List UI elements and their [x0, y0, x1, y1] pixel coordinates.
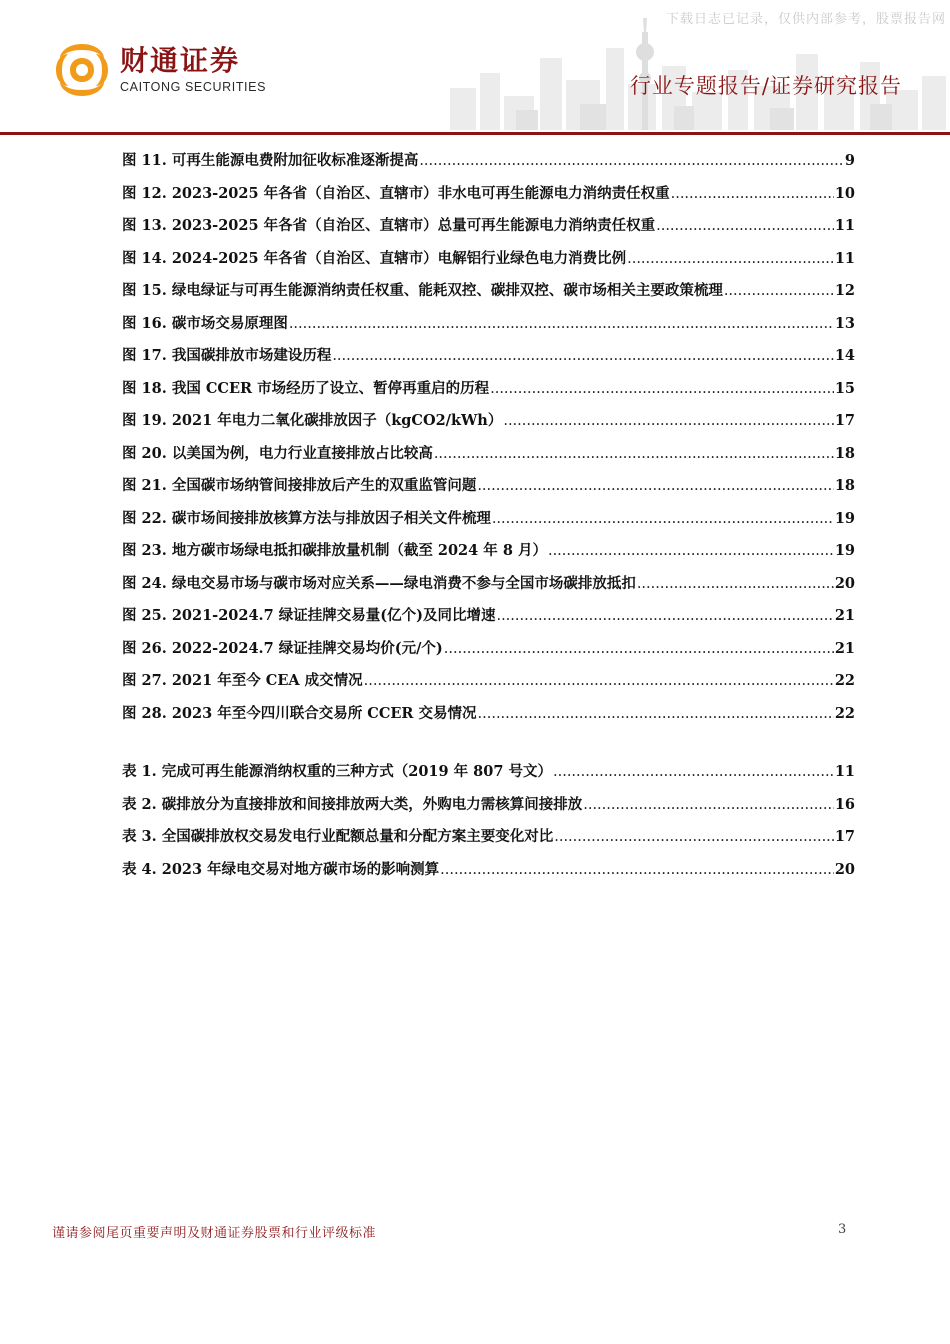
toc-entry-label: 表 2. 碳排放分为直接排放和间接排放两大类，外购电力需核算间接排放	[122, 795, 583, 813]
toc-entry[interactable]	[122, 409, 855, 442]
toc-leader-dots	[627, 251, 834, 267]
toc-leader-dots	[503, 413, 833, 429]
toc-entry[interactable]	[122, 604, 855, 637]
toc-entry-label: 图 18. 我国 CCER 市场经历了设立、暂停再重启的历程	[122, 379, 490, 397]
toc-leader-dots	[637, 576, 834, 592]
toc-page-number: 17	[834, 412, 855, 429]
toc-entry[interactable]	[122, 637, 855, 670]
toc-page-number: 10	[834, 184, 855, 202]
table-index	[122, 760, 855, 890]
toc-entry[interactable]	[122, 442, 855, 475]
caitong-logo-icon	[52, 42, 112, 98]
toc-page-number: 21	[834, 607, 855, 624]
toc-leader-dots	[553, 764, 834, 780]
footer-disclaimer: 谨请参阅尾页重要声明及财通证券股票和行业评级标准	[52, 1226, 377, 1241]
toc-page-number: 12	[834, 282, 855, 299]
toc-page-number: 11	[834, 249, 855, 267]
watermark: 下载日志已记录，仅供内部参考，股票报告网	[665, 12, 946, 27]
toc-entry[interactable]	[122, 344, 855, 377]
toc-entry-label: 图 19. 2021 年电力二氧化碳排放因子（kgCO2/kWh）	[122, 412, 503, 429]
toc-entry[interactable]	[122, 182, 855, 215]
toc-leader-dots	[548, 543, 834, 559]
toc-entry[interactable]	[122, 214, 855, 247]
toc-leader-dots	[434, 446, 834, 462]
toc-entry-label: 图 22. 碳市场间接排放核算方法与排放因子相关文件梳理	[122, 509, 491, 527]
toc-entry-label: 图 13. 2023-2025 年各省（自治区、直辖市）总量可再生能源电力消纳责任权重	[122, 217, 656, 234]
toc-leader-dots	[440, 862, 834, 878]
toc-entry[interactable]	[122, 858, 855, 891]
toc-entry-label: 图 12. 2023-2025 年各省（自治区、直辖市）非水电可再生能源电力消纳责任权重	[122, 184, 670, 202]
toc-page-number: 21	[834, 639, 855, 657]
toc-entry-label: 图 21. 全国碳市场纳管间接排放后产生的双重监管问题	[122, 477, 477, 494]
toc-entry-label: 图 24. 绿电交易市场与碳市场对应关系——绿电消费不参与全国市场碳排放抵扣	[122, 574, 636, 592]
toc-entry-label: 表 3. 全国碳排放权交易发电行业配额总量和分配方案主要变化对比	[122, 828, 554, 845]
toc-entry[interactable]	[122, 474, 855, 507]
toc-leader-dots	[583, 797, 834, 813]
brand	[120, 46, 266, 94]
toc-entry-label: 表 4. 2023 年绿电交易对地方碳市场的影响测算	[122, 860, 440, 878]
toc-entry-label: 图 26. 2022-2024.7 绿证挂牌交易均价(元/个)	[122, 639, 443, 657]
toc-entry-label: 表 1. 完成可再生能源消纳权重的三种方式（2019 年 807 号文）	[122, 763, 552, 780]
toc-leader-dots	[477, 478, 833, 494]
toc-page-number: 11	[834, 217, 855, 234]
toc-page-number: 17	[834, 828, 855, 845]
toc-page-number: 18	[834, 477, 855, 494]
toc-page-number: 13	[834, 314, 855, 332]
toc-entry[interactable]	[122, 539, 855, 572]
toc-page-number: 18	[834, 444, 855, 462]
toc-entry-label: 图 15. 绿电绿证与可再生能源消纳责任权重、能耗双控、碳排双控、碳市场相关主要政策梳理	[122, 282, 723, 299]
toc-entry-label: 图 28. 2023 年至今四川联合交易所 CCER 交易情况	[122, 704, 477, 722]
toc-leader-dots	[332, 348, 833, 364]
toc-entry-label: 图 14. 2024-2025 年各省（自治区、直辖市）电解铝行业绿色电力消费比例	[122, 249, 627, 267]
toc-page-number: 11	[834, 763, 855, 780]
toc-entry-label: 图 27. 2021 年至今 CEA 成交情况	[122, 672, 363, 689]
toc-page-number: 9	[844, 152, 855, 169]
figure-index	[122, 149, 855, 734]
toc-page-number: 22	[834, 704, 855, 722]
page-header	[0, 0, 950, 138]
toc-entry[interactable]	[122, 507, 855, 540]
toc-entry[interactable]	[122, 312, 855, 345]
brand-name-en: CAITONG SECURITIES	[120, 80, 267, 94]
toc-leader-dots	[492, 511, 834, 527]
toc-leader-dots	[289, 316, 834, 332]
toc-entry-label: 图 25. 2021-2024.7 绿证挂牌交易量(亿个)及同比增速	[122, 607, 496, 624]
report-type: 行业专题报告/证券研究报告	[629, 74, 902, 98]
toc-entry-label: 图 17. 我国碳排放市场建设历程	[122, 347, 332, 364]
toc-page-number: 16	[834, 795, 855, 813]
toc-page-number: 20	[834, 574, 855, 592]
toc-entry-label: 图 11. 可再生能源电费附加征收标准逐渐提高	[122, 152, 419, 169]
toc-entry-label: 图 16. 碳市场交易原理图	[122, 314, 288, 332]
toc-entry[interactable]	[122, 669, 855, 702]
toc-entry[interactable]	[122, 279, 855, 312]
header-divider	[0, 132, 950, 135]
toc-leader-dots	[671, 186, 834, 202]
toc-page-number: 20	[834, 860, 855, 878]
toc-entry[interactable]	[122, 149, 855, 182]
toc-entry-label: 图 23. 地方碳市场绿电抵扣碳排放量机制（截至 2024 年 8 月）	[122, 542, 547, 559]
toc-page-number: 19	[834, 542, 855, 559]
toc-leader-dots	[656, 218, 834, 234]
toc-page-number: 14	[834, 347, 855, 364]
toc-page-number: 22	[834, 672, 855, 689]
toc-leader-dots	[496, 608, 833, 624]
toc-entry[interactable]	[122, 825, 855, 858]
toc-leader-dots	[554, 829, 834, 845]
toc-entry[interactable]	[122, 247, 855, 280]
toc-entry[interactable]	[122, 377, 855, 410]
toc-entry[interactable]	[122, 702, 855, 735]
toc-leader-dots	[444, 641, 834, 657]
toc-leader-dots	[490, 381, 834, 397]
toc-leader-dots	[419, 153, 844, 169]
toc-page-number: 15	[834, 379, 855, 397]
toc-leader-dots	[724, 283, 834, 299]
footer-page-number: 3	[838, 1222, 847, 1237]
toc-entry-label: 图 20. 以美国为例，电力行业直接排放占比较高	[122, 444, 433, 462]
toc-leader-dots	[364, 673, 834, 689]
toc-entry[interactable]	[122, 572, 855, 605]
toc-leader-dots	[478, 706, 834, 722]
brand-name-cn: 财通证券	[120, 44, 241, 77]
toc-entry[interactable]	[122, 760, 855, 793]
toc-entry[interactable]	[122, 793, 855, 826]
toc-page-number: 19	[834, 509, 855, 527]
